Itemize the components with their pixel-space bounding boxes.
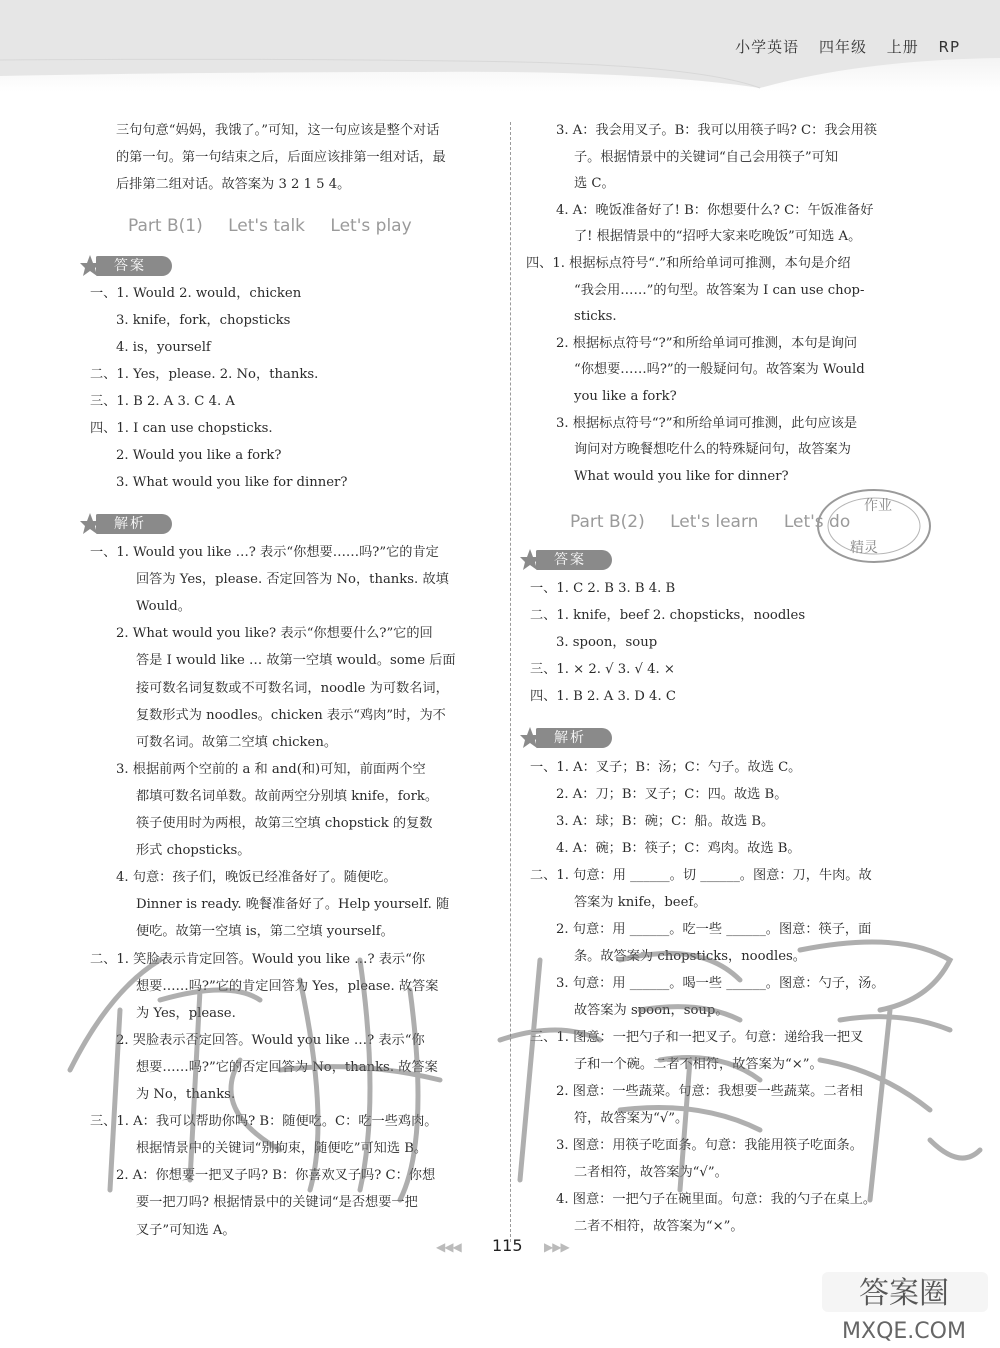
answer-line: 2. Would you like a fork? [116,448,282,463]
text-line: 3. 句意：用 ______。喝一些 ______。图意：勺子，汤。 [556,976,885,991]
text-line: 二者相符，故答案为“√”。 [574,1165,728,1180]
answer-line: 四、1. B 2. A 3. D 4. C [530,689,676,704]
text-line: “你想要……吗?”的一般疑问句。故答案为 Would [574,362,865,378]
grade-label: 四年级 [818,38,867,56]
logo-text: 答案圈 [859,1276,949,1311]
stamp-text: 作业 [864,498,892,514]
text-line: 4. 句意：孩子们，晚饭已经准备好了。随便吃。 [116,870,397,886]
answer-line: 一、1. C 2. B 3. B 4. B [530,581,676,596]
section-title-b1 [128,216,432,236]
text-line: 3. A：球；B：碗；C：船。故选 B。 [556,814,775,829]
text-line: 2. A：你想要一把叉子吗? B：你喜欢叉子吗? C：你想 [116,1168,436,1184]
badge-label: 答案 [554,552,586,568]
text-line: 子。根据情景中的关键词“自己会用筷子”可知 [574,149,839,165]
text-line: 2. A：刀；B：叉子；C：四。故选 B。 [556,787,788,802]
site-name: MXQE.COM [842,1319,966,1344]
text-line: 便吃。故第一空填 is，第二空填 yourself。 [136,924,394,940]
text-line: 为 Yes，please. [136,1005,236,1021]
text-line: 后排第二组对话。故答案为 3 2 1 5 4。 [116,177,351,192]
book-title [721,36,960,57]
answer-line: 一、1. Would 2. would，chicken [90,286,302,301]
stamp-seal [812,486,932,566]
text-line: 答案为 knife，beef。 [574,895,707,910]
text-line: 一、1. Would you like …? 表示“你想要……吗?”它的肯定 [90,545,439,560]
answer-line: 4. is，yourself [116,340,211,355]
text-line: 为 No，thanks. [136,1087,236,1102]
text-line: 三、1. 图意：一把勺子和一把叉子。句意：递给我一把叉 [530,1030,864,1045]
text-line: 四、1. 根据标点符号“.”和所给单词可推测，本句是介绍 [526,256,851,271]
text-line: 2. What would you like? 表示“你想要什么?”它的回 [116,626,433,642]
site-logo [820,1270,990,1344]
text-line: 根据情景中的关键词“别拘束，随便吃”可知选 B。 [136,1141,428,1157]
text-line: 二、1. 笑脸表示肯定回答。Would you like …? 表示“你 [90,951,426,967]
text-line: 想要……吗?”它的否定回答为 No，thanks. 故答案 [136,1059,438,1075]
text-line: 回答为 Yes，please. 否定回答为 No，thanks. 故填 [136,572,449,588]
answer-badge [80,254,172,278]
next-arrows-icon: ▶▶▶ [544,1240,569,1254]
answer-line: 3. spoon，soup [556,635,658,650]
text-line: you like a fork? [574,389,677,404]
page-number: 115 [492,1236,523,1255]
text-line: 的第一句。第一句结束之后，后面应该排第一组对话，最 [116,150,446,165]
text-line: 二、1. 句意：用 ______。切 ______。图意：刀，牛肉。故 [530,868,872,883]
text-line: 接可数名词复数或不可数名词，noodle 为可数名词， [136,680,449,696]
text-line: 3. A：我会用叉子。B：我可以用筷子吗? C：我会用筷 [556,123,878,138]
part-label: Let's learn [670,512,759,532]
text-line: 2. 句意：用 ______。吃一些 ______。图意：筷子，面 [556,922,872,937]
text-line: 了! 根据情景中的“招呼大家来吃晚饭”可知选 A。 [574,229,862,245]
text-line: 2. 图意：一些蔬菜。句意：我想要一些蔬菜。二者相 [556,1084,863,1099]
text-line: 3. 图意：用筷子吃面条。句意：我能用筷子吃面条。 [556,1138,863,1153]
text-line: 都填可数名词单数。故前两空分别填 knife，fork。 [136,788,439,804]
text-line: 选 C。 [574,176,615,192]
text-line: 复数形式为 noodles。chicken 表示“鸡肉”时，为不 [136,707,446,723]
part-label: Let's do [783,512,851,532]
text-line: 想要……吗?”它的肯定回答为 Yes，please. 故答案 [136,978,439,994]
text-line: 3. 根据标点符号“?”和所给单词可推测，此句应该是 [556,415,858,431]
analysis-badge [80,512,172,536]
answer-line: 二、1. Yes，please. 2. No，thanks. [90,367,319,382]
text-line: 符，故答案为“√”。 [574,1111,689,1126]
text-line: sticks. [574,309,617,325]
badge-label: 解析 [114,516,146,532]
text-line: 二者不相符，故答案为“×”。 [574,1219,744,1234]
answer-line: 四、1. I can use chopsticks. [90,421,273,436]
text-line: Would。 [136,599,191,615]
text-line: 要一把刀吗? 根据情景中的关键词“是否想要一把 [136,1195,418,1211]
answer-line: 3. What would you like for dinner? [116,475,348,490]
text-line: 4. A：晚饭准备好了! B：你想要什么? C：午饭准备好 [556,202,874,218]
answer-line: 二、1. knife，beef 2. chopsticks，noodles [530,608,806,623]
volume-label: 上册 [886,38,919,56]
text-line: 筷子使用时为两根，故第三空填 chopstick 的复数 [136,816,433,831]
edition-label: RP [938,38,960,56]
part-label: Let's talk [228,216,306,236]
text-line: 故答案为 spoon，soup。 [574,1003,729,1018]
text-line: 2. 根据标点符号“?”和所给单词可推测，本句是询问 [556,335,858,351]
text-line: Dinner is ready. 晚餐准备好了。Help yourself. 随 [136,897,450,913]
text-line: 询问对方晚餐想吃什么的特殊疑问句，故答案为 [574,442,851,458]
text-line: 叉子”可知选 A。 [136,1222,236,1238]
part-label: Let's play [330,216,412,236]
badge-label: 解析 [554,730,586,746]
subject-label: 小学英语 [735,38,800,56]
text-line: 一、1. A：叉子；B：汤；C：勺子。故选 C。 [530,760,802,775]
analysis-badge [520,726,612,750]
answer-line: 三、1. B 2. A 3. C 4. A [90,394,235,409]
text-line: What would you like for dinner? [574,468,789,484]
prev-arrows-icon: ◀◀◀ [436,1240,461,1254]
answer-line: 3. knife，fork，chopsticks [116,313,291,328]
part-label: Part B(2) [570,512,645,532]
part-label: Part B(1) [128,216,203,236]
text-line: 可数名词。故第二空填 chicken。 [136,734,338,750]
answer-line: 三、1. × 2. √ 3. √ 4. × [530,662,675,677]
text-line: 子和一个碗。二者不相符，故答案为“×”。 [574,1057,823,1072]
text-line: 三句句意“妈妈，我饿了。”可知，这一句应该是整个对话 [116,123,440,138]
answer-badge [520,548,612,572]
text-line: 2. 哭脸表示否定回答。Would you like …? 表示“你 [116,1032,425,1048]
text-line: “我会用……”的句型。故答案为 I can use chop- [574,282,865,298]
text-line: 三、1. A：我可以帮助你吗? B：随便吃。C：吃一些鸡肉。 [90,1114,438,1130]
text-line: 4. 图意：一把勺子在碗里面。句意：我的勺子在桌上。 [556,1192,877,1207]
column-divider [510,122,511,1242]
text-line: 形式 chopsticks。 [136,843,251,859]
badge-label: 答案 [114,258,146,274]
stamp-text: 精灵 [850,540,878,556]
text-line: 4. A：碗；B：筷子；C：鸡肉。故选 B。 [556,841,801,856]
text-line: 答是 I would like … 故第一空填 would。some 后面 [136,653,456,669]
text-line: 3. 根据前两个空前的 a 和 and(和)可知，前面两个空 [116,761,426,777]
text-line: 条。故答案为 chopsticks，noodles。 [574,949,806,964]
